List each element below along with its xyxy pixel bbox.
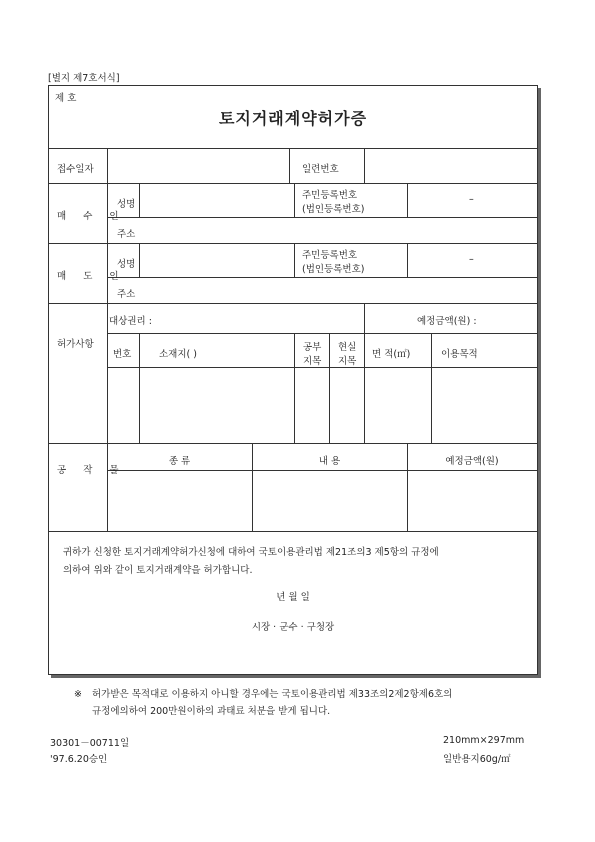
column-divider [139, 183, 140, 217]
footnote-line-1: 허가받은 목적대로 이용하지 아니할 경우에는 국토이용관리법 제33조의2제2항제6호의 [92, 689, 453, 700]
seller-name-field[interactable] [141, 245, 292, 275]
permit-form-frame [48, 85, 538, 675]
serial-number-label: 일련번호 [302, 164, 339, 175]
buyer-address-field[interactable] [141, 219, 535, 241]
page-title: 토지거래계약허가증 [218, 109, 368, 128]
col-number-header: 번호 [113, 349, 132, 360]
seller-address-field[interactable] [141, 279, 535, 301]
buyer-address-label: 주소 [117, 229, 136, 240]
col-content-header: 내 용 [318, 456, 341, 467]
permit-number-label: 제 호 [55, 93, 77, 104]
structure-price-field[interactable] [409, 472, 535, 529]
serial-number-field[interactable] [366, 150, 535, 181]
receipt-date-field[interactable] [109, 150, 287, 181]
seller-corp-id-label: (법인등록번호) [302, 264, 365, 275]
seller-address-label: 주소 [117, 289, 136, 300]
row-divider [107, 217, 537, 218]
structure-label: 공 작 물 [57, 465, 126, 476]
receipt-date-label: 접수일자 [57, 164, 94, 175]
col-area-header: 면 적(㎡) [372, 349, 411, 360]
buyer-label: 매 수 인 [57, 211, 126, 222]
structure-kind-field[interactable] [109, 472, 250, 529]
seller-id-label: 주민등록번호 [302, 250, 358, 261]
column-divider [139, 243, 140, 277]
permit-statement-line-1: 귀하가 신청한 토지거래계약허가신청에 대하여 국토이용관리법 제21조의3 제5항의 규정에 [63, 547, 439, 558]
footnote-line-2: 규정에의하여 200만원이하의 과태료 처분을 받게 됩니다. [92, 706, 331, 717]
column-divider [407, 243, 408, 277]
issue-date-line: 년 월 일 [276, 592, 310, 603]
buyer-name-label: 성명 [117, 199, 136, 210]
row-divider [49, 303, 537, 304]
row-divider [49, 443, 537, 444]
column-divider [289, 148, 290, 183]
footnote-mark: ※ [74, 689, 82, 700]
paper-size: 210mm×297mm [443, 735, 525, 746]
buyer-id-label: 주민등록번호 [302, 190, 358, 201]
seller-id-field[interactable] [409, 245, 535, 275]
col-purpose-header: 이용목적 [441, 349, 478, 360]
column-divider [407, 183, 408, 217]
row-divider [107, 470, 537, 471]
target-right-field[interactable] [159, 305, 362, 331]
row-divider [49, 148, 537, 149]
structure-content-field[interactable] [254, 472, 405, 529]
row-divider [49, 183, 537, 184]
permit-statement-line-2: 의하여 위와 같이 토지거래계약을 허가합니다. [63, 565, 253, 576]
col-kind-header: 종 류 [168, 456, 191, 467]
form-number-label: [별지 제7호서식] [48, 73, 120, 84]
col-expected-price-header: 예정금액(원) [445, 456, 499, 467]
buyer-name-field[interactable] [141, 185, 292, 215]
document-code: 30301－00711일 [50, 738, 130, 749]
col-official-category-header: 공부 [303, 342, 322, 353]
buyer-corp-id-label: (법인등록번호) [302, 204, 365, 215]
buyer-id-dash: – [469, 194, 474, 205]
row-divider [49, 531, 537, 532]
permit-items-label: 허가사항 [57, 339, 94, 350]
buyer-id-field[interactable] [409, 185, 535, 215]
col-location-header: 소재지( ) [159, 349, 197, 360]
col-actual-category-header-2: 지목 [338, 356, 357, 367]
approval-date: '97.6.20승인 [50, 754, 108, 765]
column-divider [364, 148, 365, 183]
paper-type: 일반용지60g/㎡ [443, 754, 511, 765]
seller-id-dash: – [469, 254, 474, 265]
issuer-line: 시장 · 군수 · 구청장 [251, 622, 335, 633]
land-detail-row[interactable] [109, 369, 535, 441]
row-divider [107, 277, 537, 278]
seller-name-label: 성명 [117, 259, 136, 270]
seller-label: 매 도 인 [57, 271, 126, 282]
row-divider [107, 367, 537, 368]
row-divider [107, 333, 537, 334]
expected-price-label: 예정금액(원) : [417, 316, 477, 327]
target-right-label: 대상권리 : [109, 316, 152, 327]
col-actual-category-header: 현실 [338, 342, 357, 353]
column-divider [294, 243, 295, 277]
column-divider [294, 183, 295, 217]
col-official-category-header-2: 지목 [303, 356, 322, 367]
column-divider [364, 303, 365, 333]
row-divider [49, 243, 537, 244]
